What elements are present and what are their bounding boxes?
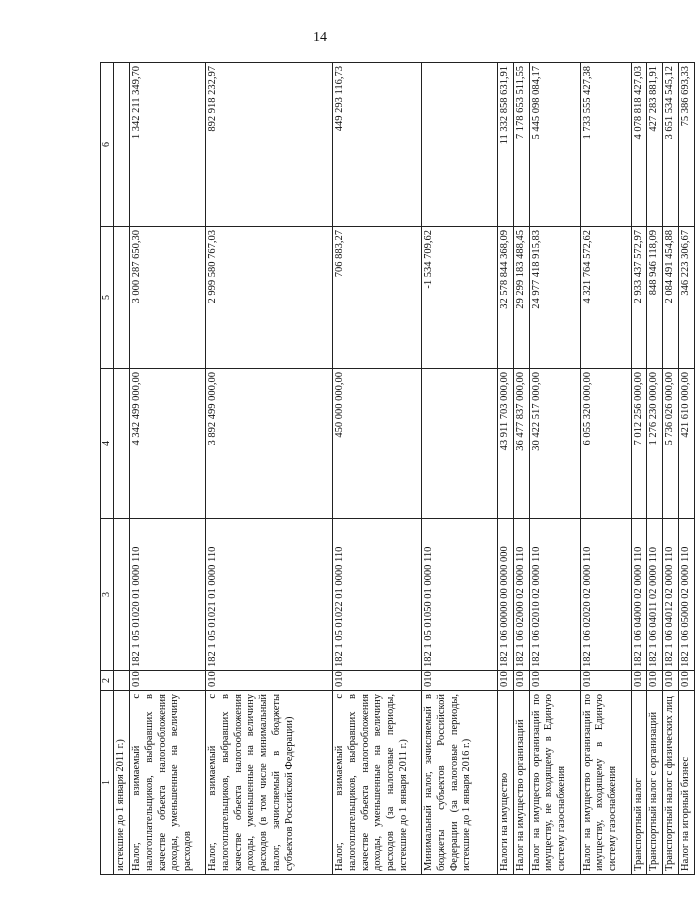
table-row	[129, 63, 205, 875]
row-name: Транспортный налог с физических лиц	[663, 691, 679, 875]
row-name: Налог, взимаемый с налогоплательщиков, выбравших в качестве объекта налогообложения доходы, уменьшенные на величину расходов (за налоговые периоды, истекшие до 1 января 2011 г.)	[332, 691, 421, 875]
row-approved: 36 477 837 000,00	[513, 369, 529, 519]
row-name: Налог на имущество организаций по имуществу, не входящему в Единую систему газоснабжения	[529, 691, 580, 875]
row-budget-code: 182 1 05 01050 01 0000 110	[421, 519, 497, 671]
row-unexecuted: 11 332 858 631,91	[497, 63, 513, 227]
table-row	[332, 63, 421, 875]
row-unexecuted: 449 293 116,73	[332, 63, 421, 227]
row-line-code: 010	[205, 671, 332, 691]
row-line-code: 010	[129, 671, 205, 691]
row-unexecuted	[421, 63, 497, 227]
row-name: Налог на игорный бизнес	[678, 691, 694, 875]
row-name: истекшие до 1 января 2011 г.)	[114, 691, 130, 875]
row-name: Налог, взимаемый с налогоплательщиков, выбравших в качестве объекта налогообложения доходы, уменьшенные на величину расходов (в том числе минимальный налог, зачисляемый в бюджеты субъектов Российской Федерации)	[205, 691, 332, 875]
row-name: Минимальный налог, зачисляемый в бюджеты субъектов Российской Федерации (за налоговые периоды, истекшие до 1 января 2016 г.)	[421, 691, 497, 875]
row-unexecuted: 75 386 693,33	[678, 63, 694, 227]
row-budget-code: 182 1 06 02000 02 0000 110	[513, 519, 529, 671]
row-line-code: 010	[647, 671, 663, 691]
row-executed: 29 299 183 488,45	[513, 227, 529, 369]
row-budget-code: 182 1 06 00000 00 0000 000	[497, 519, 513, 671]
column-header: 1	[101, 691, 114, 875]
row-approved	[421, 369, 497, 519]
table-row	[678, 63, 694, 875]
row-name: Транспортный налог	[631, 691, 647, 875]
table-row	[205, 63, 332, 875]
row-executed: 32 578 844 368,09	[497, 227, 513, 369]
row-name: Транспортный налог с организаций	[647, 691, 663, 875]
row-line-code: 010	[631, 671, 647, 691]
row-executed: 4 321 764 572,62	[580, 227, 631, 369]
row-unexecuted: 427 283 881,91	[647, 63, 663, 227]
row-budget-code: 182 1 06 04011 02 0000 110	[647, 519, 663, 671]
row-budget-code: 182 1 06 02020 02 0000 110	[580, 519, 631, 671]
row-line-code: 010	[580, 671, 631, 691]
row-approved: 30 422 517 000,00	[529, 369, 580, 519]
row-approved: 450 000 000,00	[332, 369, 421, 519]
table-row	[497, 63, 513, 875]
row-approved: 3 892 499 000,00	[205, 369, 332, 519]
column-header: 6	[101, 63, 114, 227]
row-budget-code: 182 1 06 02010 02 0000 110	[529, 519, 580, 671]
row-executed: 24 977 418 915,83	[529, 227, 580, 369]
row-executed: 2 933 437 572,97	[631, 227, 647, 369]
row-budget-code: 182 1 05 01020 01 0000 110	[129, 519, 205, 671]
row-line-code: 010	[529, 671, 580, 691]
column-header: 3	[101, 519, 114, 671]
row-line-code: 010	[663, 671, 679, 691]
table-row	[529, 63, 580, 875]
row-approved: 7 012 256 000,00	[631, 369, 647, 519]
row-line-code: 010	[421, 671, 497, 691]
row-name: Налог, взимаемый с налогоплательщиков, выбравших в качестве объекта налогообложения доходы, уменьшенные на величину расходов	[129, 691, 205, 875]
row-line-code: 010	[513, 671, 529, 691]
row-unexecuted: 1 733 555 427,38	[580, 63, 631, 227]
row-executed: -1 534 709,62	[421, 227, 497, 369]
row-unexecuted	[114, 63, 130, 227]
row-unexecuted: 4 078 818 427,03	[631, 63, 647, 227]
row-name: Налог на имущество организаций	[513, 691, 529, 875]
row-approved: 1 276 230 000,00	[647, 369, 663, 519]
row-approved: 43 911 703 000,00	[497, 369, 513, 519]
row-executed: 706 883,27	[332, 227, 421, 369]
table-row	[631, 63, 647, 875]
row-line-code: 010	[497, 671, 513, 691]
row-approved: 4 342 499 000,00	[129, 369, 205, 519]
row-unexecuted: 7 178 653 511,55	[513, 63, 529, 227]
row-budget-code: 182 1 05 01022 01 0000 110	[332, 519, 421, 671]
row-budget-code: 182 1 05 01021 01 0000 110	[205, 519, 332, 671]
revenue-table	[100, 62, 695, 875]
table-row	[114, 63, 130, 875]
row-budget-code	[114, 519, 130, 671]
table-row	[513, 63, 529, 875]
table-row	[580, 63, 631, 875]
row-budget-code: 182 1 06 04000 02 0000 110	[631, 519, 647, 671]
row-name: Налог на имущество организаций по имуществу, входящему в Единую систему газоснабжения	[580, 691, 631, 875]
row-line-code: 010	[332, 671, 421, 691]
row-budget-code: 182 1 06 05000 02 0000 110	[678, 519, 694, 671]
row-name: Налоги на имущество	[497, 691, 513, 875]
row-approved	[114, 369, 130, 519]
row-line-code	[114, 671, 130, 691]
row-executed: 3 000 287 650,30	[129, 227, 205, 369]
row-approved: 421 610 000,00	[678, 369, 694, 519]
row-budget-code: 182 1 06 04012 02 0000 110	[663, 519, 679, 671]
row-executed: 2 999 580 767,03	[205, 227, 332, 369]
column-header: 4	[101, 369, 114, 519]
column-header: 5	[101, 227, 114, 369]
table-row	[421, 63, 497, 875]
row-executed	[114, 227, 130, 369]
table-row	[647, 63, 663, 875]
row-unexecuted: 1 342 211 349,70	[129, 63, 205, 227]
header-row	[101, 63, 114, 875]
rotated-table-container	[100, 63, 691, 875]
row-unexecuted: 3 651 534 545,12	[663, 63, 679, 227]
row-approved: 5 736 026 000,00	[663, 369, 679, 519]
row-executed: 346 223 306,67	[678, 227, 694, 369]
column-header: 2	[101, 671, 114, 691]
row-unexecuted: 892 918 232,97	[205, 63, 332, 227]
row-approved: 6 055 320 000,00	[580, 369, 631, 519]
row-executed: 2 084 491 454,88	[663, 227, 679, 369]
table-row	[663, 63, 679, 875]
row-line-code: 010	[678, 671, 694, 691]
page-number: 14	[313, 30, 327, 45]
row-unexecuted: 5 445 098 084,17	[529, 63, 580, 227]
row-executed: 848 946 118,09	[647, 227, 663, 369]
